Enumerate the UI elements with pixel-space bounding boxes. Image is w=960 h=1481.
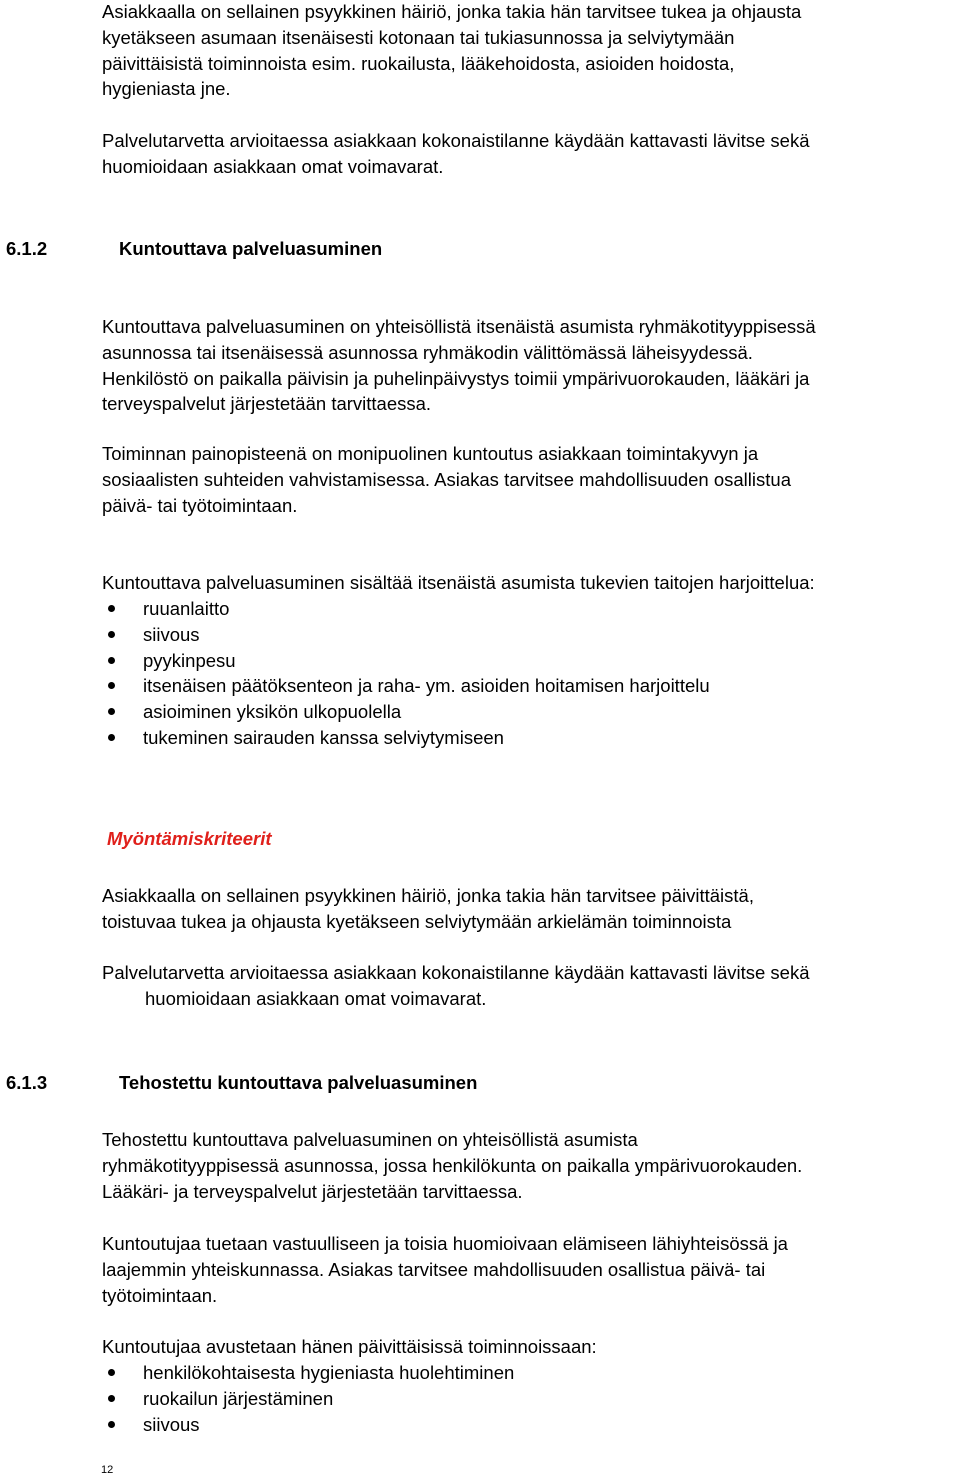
bullet-icon (108, 734, 115, 741)
list-item-text: ruuanlaitto (143, 598, 230, 619)
paragraph-613-2 (102, 1231, 960, 1308)
list-item (102, 596, 710, 622)
text-line: Palvelutarvetta arvioitaessa asiakkaan kokonaistilanne käydään kattavasti lävitse sekä (102, 130, 810, 151)
text-line: Kuntoutujaa tuetaan vastuulliseen ja toisia huomioivaan elämiseen lähiyhteisössä ja (102, 1233, 788, 1254)
text-line: Kuntouttava palveluasuminen sisältää itsenäistä asumista tukevien taitojen harjoittelua: (102, 572, 815, 593)
bullet-icon (108, 1395, 115, 1402)
text-line: Palvelutarvetta arvioitaessa asiakkaan kokonaistilanne käydään kattavasti lävitse sekä (102, 962, 810, 983)
bullet-icon (108, 1369, 115, 1376)
bullet-icon (108, 708, 115, 715)
text-line: Kuntoutujaa avustetaan hänen päivittäisissä toiminnoissaan: (102, 1336, 597, 1357)
bullet-icon (108, 631, 115, 638)
text-line: sosiaalisten suhteiden vahvistamisessa. Asiakas tarvitsee mahdollisuuden osallistua (102, 468, 791, 490)
list-item-text: itsenäisen päätöksenteon ja raha- ym. asioiden hoitamisen harjoittelu (143, 675, 710, 697)
text-line: laajemmin yhteiskunnassa. Asiakas tarvitsee mahdollisuuden osallistua päivä- tai (102, 1258, 766, 1280)
list-item-text: siivous (143, 1413, 200, 1435)
text-line: huomioidaan asiakkaan omat voimavarat. (145, 987, 487, 1009)
bullet-icon (108, 657, 115, 664)
section-number-6-1-3: 6.1.3 (6, 1072, 48, 1093)
list-item (102, 1386, 514, 1412)
paragraph-613-1 (102, 1127, 960, 1204)
text-line: Toiminnan painopisteenä on monipuolinen kuntoutus asiakkaan toimintakyvyn ja (102, 443, 759, 464)
text-line: hygieniasta jne. (102, 78, 231, 100)
paragraph-613-3 (102, 1334, 960, 1360)
text-line: huomioidaan asiakkaan omat voimavarat. (102, 155, 444, 177)
paragraph-top-1 (102, 0, 960, 102)
text-line: Asiakkaalla on sellainen psyykkinen häiriö, jonka takia hän tarvitsee tukea ja ohjausta (102, 1, 802, 22)
criteria-heading: Myöntämiskriteerit (107, 828, 272, 849)
list-item-text: pyykinpesu (143, 649, 236, 671)
bullet-icon (108, 682, 115, 689)
text-line: Henkilöstö on paikalla päivisin ja puhelinpäivystys toimii ympärivuorokauden, lääkäri ja (102, 367, 810, 389)
paragraph-top-2 (102, 128, 960, 180)
list-item (102, 648, 710, 674)
bullet-list-612 (102, 596, 710, 751)
paragraph-criteria-2 (102, 960, 960, 1012)
section-title-6-1-2: Kuntouttava palveluasuminen (119, 238, 383, 259)
list-item-text: asioiminen yksikön ulkopuolella (143, 701, 402, 723)
list-item (102, 673, 710, 699)
list-item-text: ruokailun järjestäminen (143, 1387, 334, 1409)
section-title-6-1-3: Tehostettu kuntouttava palveluasuminen (119, 1072, 478, 1093)
text-line: Asiakkaalla on sellainen psyykkinen häiriö, jonka takia hän tarvitsee päivittäistä, (102, 885, 754, 906)
list-item-text: henkilökohtaisesta hygieniasta huolehtiminen (143, 1362, 515, 1383)
list-item (102, 725, 710, 751)
text-line: terveyspalvelut järjestetään tarvittaessa. (102, 393, 432, 415)
list-item (102, 622, 710, 648)
bullet-list-613 (102, 1360, 514, 1437)
text-line: kyetäkseen asumaan itsenäisesti kotonaan tai tukiasunnossa ja selviytymään (102, 26, 735, 48)
text-line: asunnossa tai itsenäisessä asunnossa ryhmäkodin välittömässä läheisyydessä. (102, 341, 753, 363)
paragraph-612-2 (102, 441, 960, 518)
text-line: päivä- tai työtoimintaan. (102, 494, 298, 516)
list-item-text: tukeminen sairauden kanssa selviytymiseen (143, 726, 504, 748)
paragraph-criteria-1 (102, 883, 960, 935)
section-number-6-1-2: 6.1.2 (6, 238, 48, 259)
list-item (102, 1360, 514, 1386)
bullet-icon (108, 605, 115, 612)
paragraph-612-1 (102, 314, 960, 417)
text-line: Lääkäri- ja terveyspalvelut järjestetään tarvittaessa. (102, 1180, 523, 1202)
list-item-text: siivous (143, 623, 200, 645)
text-line: ryhmäkotityyppisessä asunnossa, jossa henkilökunta on paikalla ympärivuorokauden. (102, 1154, 803, 1176)
text-line: Kuntouttava palveluasuminen on yhteisöllistä itsenäistä asumista ryhmäkotityyppisessä (102, 316, 816, 337)
text-line: toistuvaa tukea ja ohjausta kyetäkseen selviytymään arkielämän toiminnoista (102, 910, 732, 932)
bullet-icon (108, 1421, 115, 1428)
paragraph-612-3 (102, 570, 960, 596)
list-item (102, 699, 710, 725)
page-number: 12 (101, 1464, 114, 1476)
text-line: työtoimintaan. (102, 1284, 218, 1306)
text-line: Tehostettu kuntouttava palveluasuminen on yhteisöllistä asumista (102, 1129, 638, 1150)
list-item (102, 1412, 514, 1438)
text-line: päivittäisistä toiminnoista esim. ruokailusta, lääkehoidosta, asioiden hoidosta, (102, 52, 735, 74)
